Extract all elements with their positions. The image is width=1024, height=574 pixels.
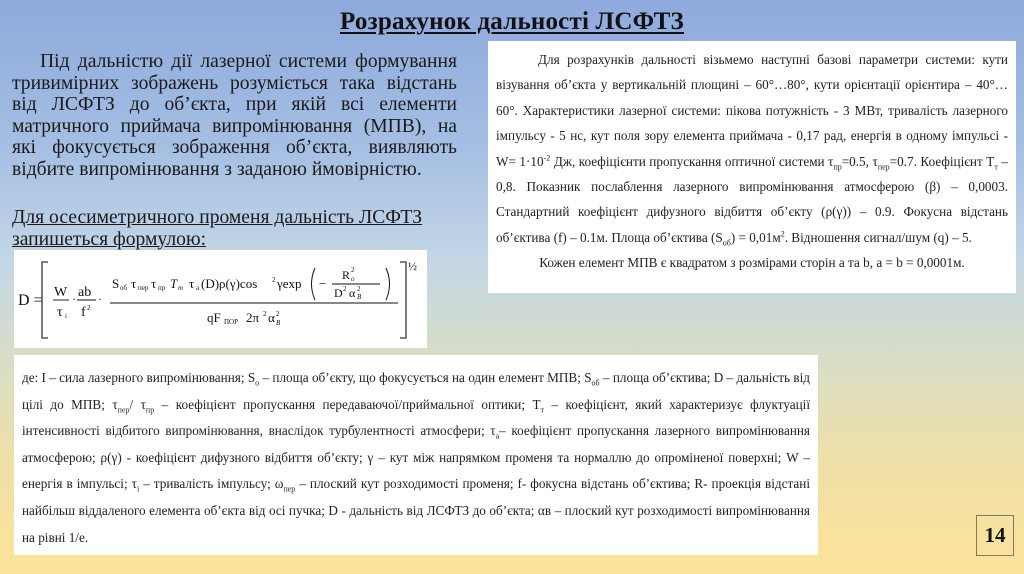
- params-text-3: =0.5, τ: [841, 153, 878, 169]
- exp-r-sub: o: [351, 275, 355, 283]
- legend-part: / τ: [129, 396, 146, 412]
- legend-sub: пер: [283, 485, 296, 495]
- exp-alpha-sup: 2: [357, 285, 361, 293]
- num-tau-per-sub: пер: [138, 284, 149, 292]
- exp-alpha-sub: B: [357, 293, 362, 301]
- den-alpha-sup: 2: [276, 310, 280, 318]
- legend-part: – коефіцієнт пропускання лазерного випромінювання атмосферою; ρ(γ) - коефіцієнт дифузного відбиття об’єкту; γ – кут між напрямком променя та нормаллю до опроміненої поверхні; W – енергія в імпульсі; τ: [22, 423, 810, 492]
- params-text-5: – 0,8. Показник послаблення лазерного випромінювання атмосферою (β) – 0,0003. Стандартний коефіцієнт дифузного відбиття об’єкту (ρ(γ)) – 0.9. Фокусна відстань об’єктива (f) – 0.1м. Площа об’єктива (S: [496, 153, 1009, 245]
- num-rho-cos: (D)ρ(γ)cos: [201, 276, 258, 291]
- slide-title: Розрахунок дальності ЛСФТЗ: [340, 8, 684, 35]
- den-alpha: α: [268, 310, 275, 325]
- term-tau-sub: i: [65, 312, 67, 320]
- num-tau-a-sub: a: [196, 284, 200, 292]
- legend-part: – коефіцієнт, який характеризує флуктуації інтенсивності відбитого випромінювання, внаслідок турбулентності атмосфери; τ: [22, 396, 810, 439]
- right-bracket: [400, 262, 406, 338]
- legend-sub: об: [591, 378, 600, 388]
- num-tau-per: τ: [131, 276, 137, 291]
- legend-sub: т: [540, 405, 545, 415]
- params-text-1: Для розрахунків дальності візьмемо наступні базові параметри системи: кути візування об’єкта у вертикальній площині – 60°…80°, кути орієнтації орієнтира – 40°…60°. Характеристики лазерної системи: пікова потужність - 3 МВт, тривалість лазерного імпульсу - 5 нс, кут поля зору елемента приймача - 0,17 рад, енергія в одному імпульсі - W= 1·10: [496, 52, 1008, 169]
- exp-r-sup: 2: [351, 266, 355, 274]
- num-s: S: [112, 276, 120, 291]
- num-tau-a: τ: [189, 276, 195, 291]
- num-tau-pr: τ: [151, 276, 157, 291]
- element-size-paragraph: Кожен елемент МПВ є квадратом з розмірами сторін a та b, a = b = 0,0001м.: [539, 255, 965, 271]
- den-f-sub: ПОР: [224, 318, 239, 326]
- legend-part: – тривалість імпульсу; ω: [139, 476, 284, 492]
- legend-sub: i: [136, 485, 140, 495]
- parameters-text: [496, 47, 1008, 276]
- exp-d-sup: 2: [343, 285, 347, 293]
- legend-sub: пер: [117, 405, 130, 415]
- s-sub: об: [722, 238, 731, 248]
- exp-r: R: [342, 268, 351, 282]
- slide-number: 14: [976, 515, 1014, 556]
- num-s-sub: об: [120, 284, 128, 292]
- num-t-sub: m: [178, 284, 184, 292]
- formula-box: [14, 250, 427, 348]
- legend-box: [14, 355, 818, 555]
- area-sup: 2: [780, 229, 785, 239]
- term-tau: τ: [57, 305, 63, 320]
- intro-text: Під дальністю дії лазерної системи формування тривимірних зображень розуміється така відстань від ЛСФТЗ до об’єкта, при якій всі елементи матричного приймача випромінювання (МПВ), на які фокусується зображення об’єкта, виявляють відбите випромінювання з заданою ймовірністю.: [12, 51, 457, 180]
- formula-caption: Для осесиметричного променя дальність ЛСФТЗ запишеться формулою:: [12, 207, 423, 250]
- term-f: f: [81, 305, 86, 320]
- legend-part: – плоский кут розходимості променя; f- фокусна відстань об’єктива; R- проекція відстані найбільш віддаленого елемента об’єкта від осі пучка; D - дальність від ЛСФТЗ до об’єкта; αв – плоский кут розходимості випромінювання на рівні 1/е.: [22, 476, 810, 545]
- legend-part: де: I – сила лазерного випромінювання; S: [22, 370, 256, 385]
- params-text-4: =0.7. Коефіцієнт T: [889, 153, 995, 169]
- formula-lhs: D =: [18, 292, 43, 309]
- num-cos-sup: 2: [272, 276, 276, 284]
- dot-operator: ·: [98, 292, 102, 306]
- legend-part: – коефіцієнт пропускання передаваючої/приймальної оптики; T: [154, 396, 541, 412]
- legend-text: [22, 365, 810, 551]
- den-alpha-sub: B: [276, 319, 281, 327]
- num-exp: γexp: [277, 276, 302, 291]
- term-w: W: [54, 285, 68, 300]
- num-t: T: [170, 276, 178, 291]
- den-qf: qF: [207, 310, 221, 325]
- legend-sub: o: [255, 378, 260, 388]
- minus-sign: −: [319, 276, 327, 291]
- left-bracket: [42, 262, 48, 338]
- tau-pr-sub: пр: [833, 162, 842, 172]
- dot-operator: ·: [72, 292, 76, 306]
- formula-power: ½: [408, 259, 417, 273]
- params-text-6: ) = 0,01м: [730, 229, 781, 245]
- term-ab: ab: [78, 285, 92, 300]
- term-f-sup: 2: [87, 304, 91, 312]
- legend-sub: a: [495, 431, 500, 441]
- energy-exponent: -2: [543, 153, 551, 163]
- intro-paragraph: [12, 51, 457, 180]
- params-text-2: Дж, коефіцієнти пропускання оптичної системи τ: [550, 153, 834, 169]
- main-numerator: [112, 276, 302, 292]
- exp-d: D: [334, 286, 343, 300]
- den-2pi: 2π: [246, 310, 260, 325]
- t-sub: т: [994, 162, 998, 172]
- num-tau-pr-sub: пр: [158, 284, 166, 292]
- legend-sub: пр: [145, 405, 155, 415]
- range-formula: [14, 250, 427, 348]
- parameters-paragraph: [496, 47, 1008, 250]
- params-text-7: . Відношення сигнал/шум (q) – 5.: [784, 229, 972, 245]
- exp-alpha: α: [349, 286, 356, 300]
- den-pi-sup: 2: [263, 310, 267, 318]
- legend-part: – площа об’єктива; D – дальність від цілі до МПВ; τ: [22, 370, 810, 412]
- tau-per-sub: пер: [877, 162, 890, 172]
- legend-part: – площа об’єкту, що фокусується на один елемент МПВ; S: [259, 370, 592, 385]
- parameters-box: [488, 41, 1016, 293]
